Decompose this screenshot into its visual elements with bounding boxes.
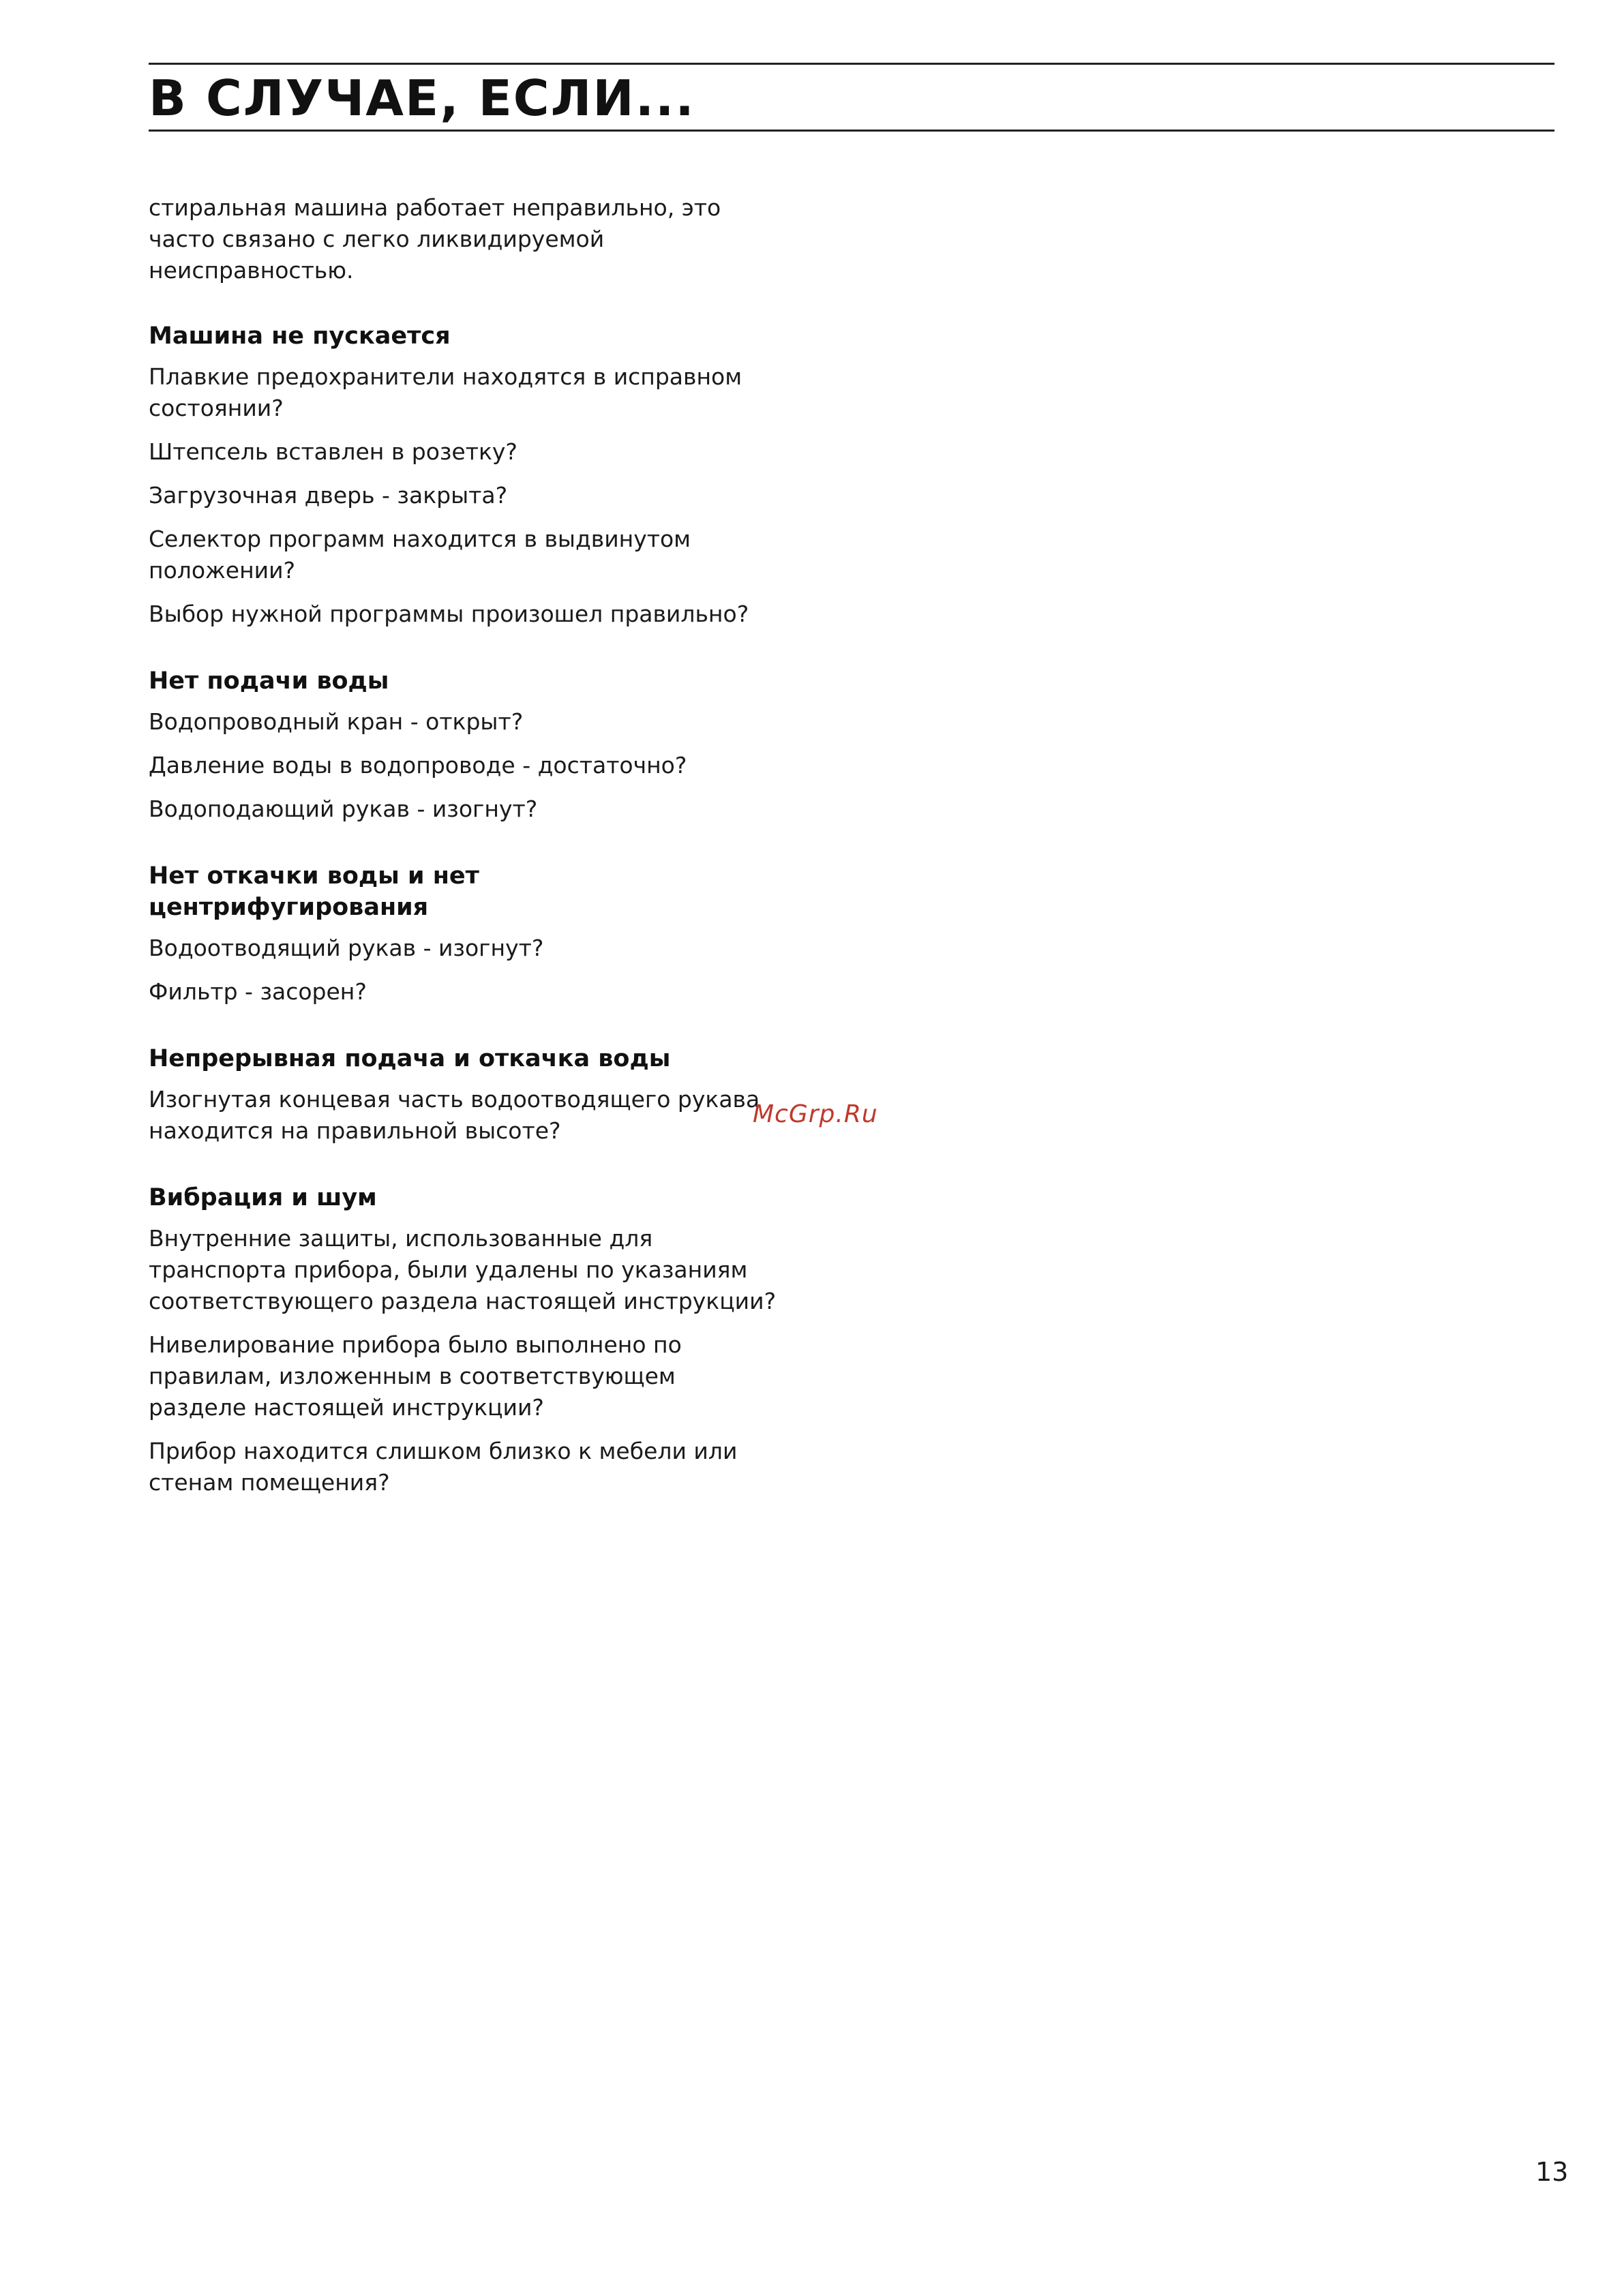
checklist-item: Водоотводящий рукав - изогнут? [149, 935, 544, 961]
checklist-item: Изогнутая концевая часть водоотводящего рукава находится на правильной высоте? [149, 1086, 760, 1144]
checklist-item: Выбор нужной программы произошел правильно? [149, 601, 749, 627]
header-top-rule [149, 63, 1555, 65]
checklist-item: Селектор программ находится в выдвинутом положении? [149, 526, 691, 584]
section-heading: Нет откачки воды и нет центрифугирования [149, 862, 479, 921]
section-heading: Непрерывная подача и откачка воды [149, 1045, 671, 1072]
checklist-item: Нивелирование прибора было выполнено по правилам, изложенным в соответствующем разделе настоящей инструкции? [149, 1331, 682, 1421]
checklist-item: Штепсель вставлен в розетку? [149, 438, 517, 465]
checklist-item: Плавкие предохранители находятся в исправном состоянии? [149, 363, 742, 421]
page-number: 13 [1535, 2157, 1569, 2187]
page-title: В СЛУЧАЕ, ЕСЛИ... [149, 70, 695, 127]
checklist-item: Загрузочная дверь - закрыта? [149, 482, 508, 509]
section-machine-not-starting [149, 320, 830, 630]
checklist-item: Водоподающий рукав - изогнут? [149, 796, 538, 822]
checklist-item: Внутренние защиты, использованные для транспорта прибора, были удалены по указаниям соответствующего раздела настоящей инструкции? [149, 1225, 777, 1314]
checklist-item: Прибор находится слишком близко к мебели или стенам помещения? [149, 1438, 738, 1496]
checklist-item: Давление воды в водопроводе - достаточно? [149, 752, 687, 779]
intro-text: стиральная машина работает неправильно, это часто связано с легко ликвидируемой неисправностью. [149, 194, 721, 284]
section-no-water-supply [149, 665, 830, 825]
section-heading: Нет подачи воды [149, 667, 389, 695]
header-bottom-rule [149, 130, 1555, 132]
section-continuous-fill-drain [149, 1043, 830, 1147]
content-column [149, 192, 830, 1534]
section-heading: Вибрация и шум [149, 1184, 377, 1211]
checklist-item: Фильтр - засорен? [149, 978, 367, 1005]
checklist-item: Водопроводный кран - открыт? [149, 708, 524, 735]
section-heading: Машина не пускается [149, 322, 451, 350]
watermark: McGrp.Ru [753, 1100, 878, 1128]
section-no-drain-no-spin [149, 860, 830, 1008]
section-vibration-noise [149, 1182, 830, 1498]
